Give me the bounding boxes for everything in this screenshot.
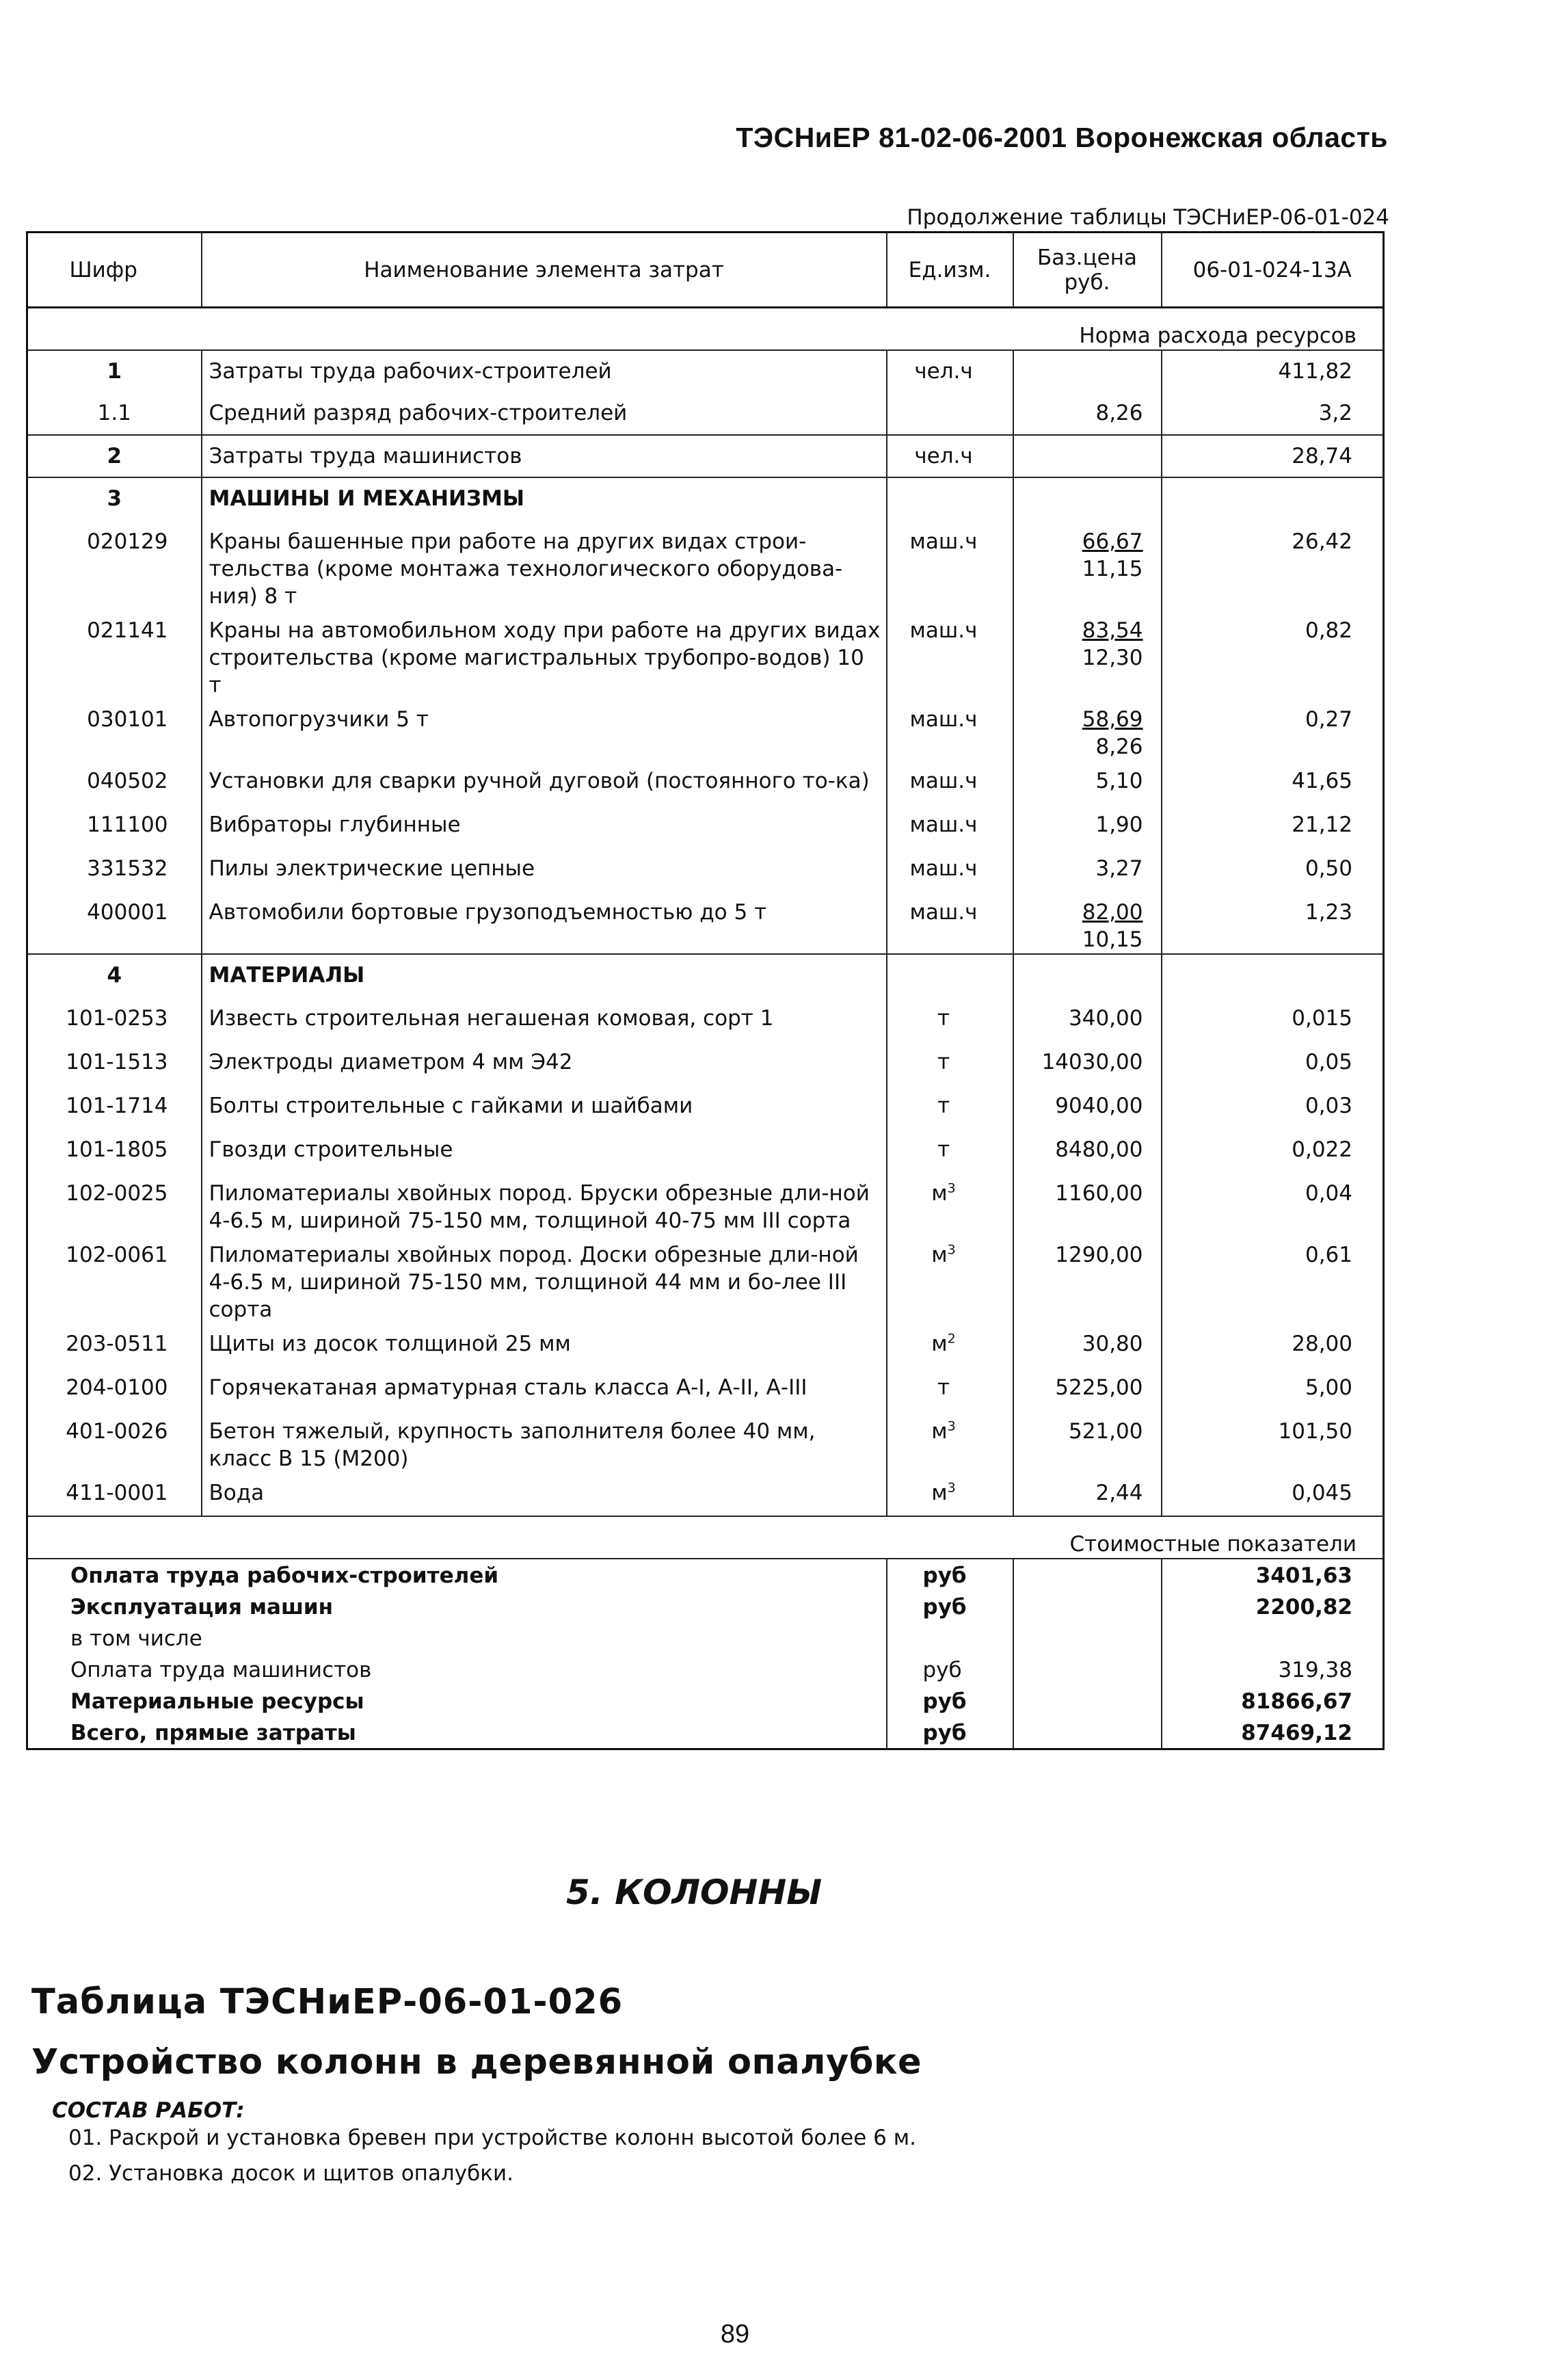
table-row (27, 1234, 1384, 1323)
row-code: 102-0025 (66, 1180, 168, 1206)
row-code: 101-1513 (66, 1049, 168, 1074)
norm-band (27, 308, 1384, 350)
row-name: Гвозди строительные (202, 1129, 887, 1173)
unit-exponent: 3 (947, 1418, 956, 1434)
row-name: Средний разряд рабочих-строителей (202, 393, 887, 435)
row-unit: маш.ч (887, 848, 1013, 892)
col-header-unit: Ед.изм. (887, 233, 1013, 308)
row-unit: маш.ч (887, 521, 1013, 610)
unit-text: м (931, 1180, 948, 1206)
empty-cell (1013, 1591, 1162, 1622)
table-row (27, 1085, 1384, 1129)
row-code: 411-0001 (27, 1472, 202, 1516)
price-labor-part: 11,15 (1082, 556, 1143, 581)
summary-value: 319,38 (1162, 1654, 1384, 1685)
row-name: Щиты из досок толщиной 25 мм (202, 1323, 887, 1367)
row-price: 8480,00 (1013, 1129, 1162, 1173)
row-name: Затраты труда машинистов (202, 435, 887, 477)
price-base: 1,90 (1095, 812, 1143, 837)
table-row (27, 1411, 1384, 1472)
row-unit: маш.ч (887, 804, 1013, 848)
row-unit (887, 998, 1013, 1042)
summary-unit: руб (887, 1717, 1013, 1749)
row-price (1013, 892, 1162, 954)
unit-text: т (937, 1093, 950, 1118)
table-row (27, 1323, 1384, 1367)
summary-row (27, 1685, 1384, 1717)
row-code: 1.1 (27, 393, 202, 435)
row-name: Автопогрузчики 5 т (202, 699, 887, 761)
table-row (27, 350, 1384, 393)
table-header-row (27, 233, 1384, 308)
row-code: 331532 (87, 856, 168, 881)
row-name: Болты строительные с гайками и шайбами (202, 1085, 887, 1129)
row-price (1013, 521, 1162, 610)
row-price: 9040,00 (1013, 1085, 1162, 1129)
table-row (27, 848, 1384, 892)
row-unit (887, 393, 1013, 435)
row-code: 203-0511 (66, 1331, 168, 1356)
row-code: 040502 (87, 768, 168, 793)
row-unit: маш.ч (887, 892, 1013, 954)
price-labor-part: 8,26 (1095, 734, 1143, 759)
summary-unit (887, 1622, 1013, 1654)
row-unit (887, 1042, 1013, 1085)
row-norm: 0,022 (1162, 1129, 1384, 1173)
table-row (27, 521, 1384, 610)
summary-value (1162, 1622, 1384, 1654)
row-norm: 0,05 (1162, 1042, 1384, 1085)
row-code: 101-1805 (66, 1137, 168, 1162)
row-norm: 0,27 (1162, 699, 1384, 761)
summary-unit: руб (887, 1591, 1013, 1622)
row-norm: 0,04 (1162, 1173, 1384, 1234)
row-unit: маш.ч (887, 699, 1013, 761)
row-norm: 28,74 (1162, 435, 1384, 477)
empty-cell (887, 477, 1013, 521)
summary-unit: руб (887, 1559, 1013, 1591)
table-row (27, 998, 1384, 1042)
cost-band-label: Стоимостные показатели (1069, 1531, 1357, 1557)
summary-value: 87469,12 (1162, 1717, 1384, 1749)
document-header: ТЭСНиЕР 81-02-06-2001 Воронежская область (736, 122, 1388, 153)
row-norm: 21,12 (1162, 804, 1384, 848)
row-price: 30,80 (1013, 1323, 1162, 1367)
summary-name: Материальные ресурсы (70, 1689, 364, 1714)
norm-band-cell (27, 308, 1384, 350)
empty-cell (1013, 1622, 1162, 1654)
empty-cell (1013, 954, 1162, 998)
row-code: 111100 (87, 812, 168, 837)
row-code: 1 (107, 358, 122, 384)
unit-text: м (931, 1418, 948, 1444)
resource-table-body (27, 233, 1384, 1749)
summary-unit: руб (887, 1654, 1013, 1685)
cost-band (27, 1516, 1384, 1559)
price-base: 3,27 (1095, 856, 1143, 881)
row-name: Краны на автомобильном ходу при работе на других видах строительства (кроме магистральных трубопро-водов) 10 т (202, 610, 887, 699)
table-row (27, 1472, 1384, 1516)
summary-row (27, 1591, 1384, 1622)
row-norm: 26,42 (1162, 521, 1384, 610)
price-base: 66,67 (1082, 529, 1143, 554)
row-price: 1160,00 (1013, 1173, 1162, 1234)
row-name: Краны башенные при работе на других видах строи-тельства (кроме монтажа технологического оборудова-ния) 8 т (202, 521, 887, 610)
row-norm: 0,015 (1162, 998, 1384, 1042)
table-subtitle: Устройство колонн в деревянной опалубке (31, 2042, 922, 2082)
row-code: 020129 (87, 529, 168, 554)
unit-exponent: 3 (947, 1242, 956, 1258)
summary-name: Эксплуатация машин (70, 1594, 334, 1619)
unit-text: т (937, 1137, 950, 1162)
row-code: 102-0061 (66, 1242, 168, 1267)
table-row (27, 435, 1384, 477)
empty-cell (1013, 1717, 1162, 1749)
table-row (27, 761, 1384, 804)
summary-row (27, 1717, 1384, 1749)
unit-exponent: 3 (947, 1480, 956, 1496)
row-unit (887, 1323, 1013, 1367)
row-price: 340,00 (1013, 998, 1162, 1042)
row-norm: 41,65 (1162, 761, 1384, 804)
summary-name: Всего, прямые затраты (70, 1720, 356, 1745)
section-row-materials (27, 954, 1384, 998)
row-price: 14030,00 (1013, 1042, 1162, 1085)
row-unit (887, 1411, 1013, 1472)
price-base: 83,54 (1082, 618, 1143, 643)
row-norm: 1,23 (1162, 892, 1384, 954)
row-unit (887, 1234, 1013, 1323)
row-code: 400001 (27, 892, 202, 954)
unit-text: т (937, 1049, 950, 1074)
col-header-price: Баз.цена руб. (1013, 233, 1162, 308)
row-unit (887, 1129, 1013, 1173)
table-row (27, 393, 1384, 435)
row-norm: 0,61 (1162, 1234, 1384, 1323)
section-title: МАШИНЫ И МЕХАНИЗМЫ (202, 477, 887, 521)
page-number: 89 (720, 2320, 750, 2349)
table-row (27, 1173, 1384, 1234)
row-price (1013, 350, 1162, 393)
col-header-code: Шифр (27, 233, 202, 308)
empty-cell (1013, 477, 1162, 521)
row-name: Горячекатаная арматурная сталь класса А-I, А-II, А-III (202, 1367, 887, 1411)
row-price (1013, 435, 1162, 477)
col-header-name: Наименование элемента затрат (202, 233, 887, 308)
summary-value: 3401,63 (1162, 1559, 1384, 1591)
row-unit (887, 1085, 1013, 1129)
empty-cell (1013, 1685, 1162, 1717)
table-row (27, 699, 1384, 761)
row-norm: 0,03 (1162, 1085, 1384, 1129)
price-base: 58,69 (1082, 706, 1143, 732)
unit-text: т (937, 1005, 950, 1031)
row-unit: маш.ч (887, 761, 1013, 804)
price-labor-part: 10,15 (1082, 927, 1143, 952)
table-row (27, 1367, 1384, 1411)
row-price: 521,00 (1013, 1411, 1162, 1472)
row-unit (887, 1472, 1013, 1516)
summary-row (27, 1622, 1384, 1654)
summary-row (27, 1654, 1384, 1685)
table-row (27, 892, 1384, 954)
unit-text: м (931, 1480, 948, 1505)
row-price: 8,26 (1013, 393, 1162, 435)
cost-band-cell (27, 1516, 1384, 1559)
table-continuation-caption: Продолжение таблицы ТЭСНиЕР-06-01-024 (907, 205, 1389, 230)
row-name: Вибраторы глубинные (202, 804, 887, 848)
section-code: 3 (107, 486, 122, 511)
row-name: Затраты труда рабочих-строителей (202, 350, 887, 393)
row-price (1013, 610, 1162, 699)
section-code: 4 (107, 962, 122, 988)
row-code: 101-0253 (66, 1005, 168, 1031)
unit-exponent: 2 (947, 1331, 956, 1347)
row-name: Пиломатериалы хвойных пород. Доски обрезные дли-ной 4-6.5 м, шириной 75-150 мм, толщиной 44 мм и бо-лее III сорта (202, 1234, 887, 1323)
summary-row (27, 1559, 1384, 1591)
row-unit: чел.ч (887, 350, 1013, 393)
row-name: Пилы электрические цепные (202, 848, 887, 892)
table-row (27, 1129, 1384, 1173)
section-title: МАТЕРИАЛЫ (202, 954, 887, 998)
summary-name: Оплата труда машинистов (70, 1657, 372, 1682)
table-row (27, 1042, 1384, 1085)
unit-exponent: 3 (947, 1180, 956, 1196)
row-price (1013, 804, 1162, 848)
unit-text: т (937, 1375, 950, 1400)
row-code: 101-1714 (66, 1093, 168, 1118)
unit-text: м (931, 1242, 948, 1267)
row-price (1013, 848, 1162, 892)
summary-name: Оплата труда рабочих-строителей (70, 1563, 499, 1588)
table-row (27, 610, 1384, 699)
empty-cell (1013, 1654, 1162, 1685)
works-heading: СОСТАВ РАБОТ: (52, 2098, 245, 2123)
row-unit: чел.ч (887, 435, 1013, 477)
summary-unit: руб (887, 1685, 1013, 1717)
section-row-machines (27, 477, 1384, 521)
row-name: Бетон тяжелый, крупность заполнителя более 40 мм, класс В 15 (М200) (202, 1411, 887, 1472)
price-base: 82,00 (1082, 899, 1143, 925)
row-unit (887, 1367, 1013, 1411)
empty-cell (1013, 1559, 1162, 1591)
row-name: Установки для сварки ручной дуговой (постоянного то-ка) (202, 761, 887, 804)
table-title: Таблица ТЭСНиЕР-06-01-026 (31, 1982, 624, 2022)
row-norm: 3,2 (1162, 393, 1384, 435)
price-labor-part: 12,30 (1082, 645, 1143, 670)
row-unit (887, 1173, 1013, 1234)
summary-value: 81866,67 (1162, 1685, 1384, 1717)
unit-text: м (931, 1331, 948, 1356)
empty-cell (1162, 477, 1384, 521)
norm-band-label: Норма расхода ресурсов (1079, 323, 1357, 348)
row-norm: 28,00 (1162, 1323, 1384, 1367)
row-code: 2 (27, 435, 202, 477)
row-name: Вода (202, 1472, 887, 1516)
row-name: Электроды диаметром 4 мм Э42 (202, 1042, 887, 1085)
row-norm: 0,045 (1162, 1472, 1384, 1516)
row-norm: 101,50 (1162, 1411, 1384, 1472)
row-code: 401-0026 (66, 1418, 168, 1444)
row-name: Известь строительная негашеная комовая, сорт 1 (202, 998, 887, 1042)
empty-cell (1162, 954, 1384, 998)
summary-name: в том числе (70, 1626, 202, 1651)
row-norm: 0,50 (1162, 848, 1384, 892)
row-norm: 0,82 (1162, 610, 1384, 699)
table-row (27, 804, 1384, 848)
work-item: 01. Раскрой и установка бревен при устройстве колонн высотой более 6 м. (68, 2126, 916, 2150)
row-code: 030101 (87, 706, 168, 732)
row-name: Автомобили бортовые грузоподъемностью до 5 т (202, 892, 887, 954)
summary-value: 2200,82 (1162, 1591, 1384, 1622)
row-code: 021141 (87, 618, 168, 643)
empty-cell (887, 954, 1013, 998)
price-base: 5,10 (1095, 768, 1143, 793)
work-item: 02. Установка досок и щитов опалубки. (68, 2161, 513, 2186)
row-price: 5225,00 (1013, 1367, 1162, 1411)
resource-table (26, 231, 1385, 1750)
section-title: 5. КОЛОННЫ (565, 1873, 823, 1912)
row-norm: 411,82 (1162, 350, 1384, 393)
row-norm: 5,00 (1162, 1367, 1384, 1411)
row-price: 2,44 (1013, 1472, 1162, 1516)
col-header-norm: 06-01-024-13А (1162, 233, 1384, 308)
row-price (1013, 699, 1162, 761)
row-price: 1290,00 (1013, 1234, 1162, 1323)
row-code: 204-0100 (66, 1375, 168, 1400)
row-name: Пиломатериалы хвойных пород. Бруски обрезные дли-ной 4-6.5 м, шириной 75-150 мм, толщиной 40-75 мм III сорта (202, 1173, 887, 1234)
row-unit: маш.ч (887, 610, 1013, 699)
row-price (1013, 761, 1162, 804)
